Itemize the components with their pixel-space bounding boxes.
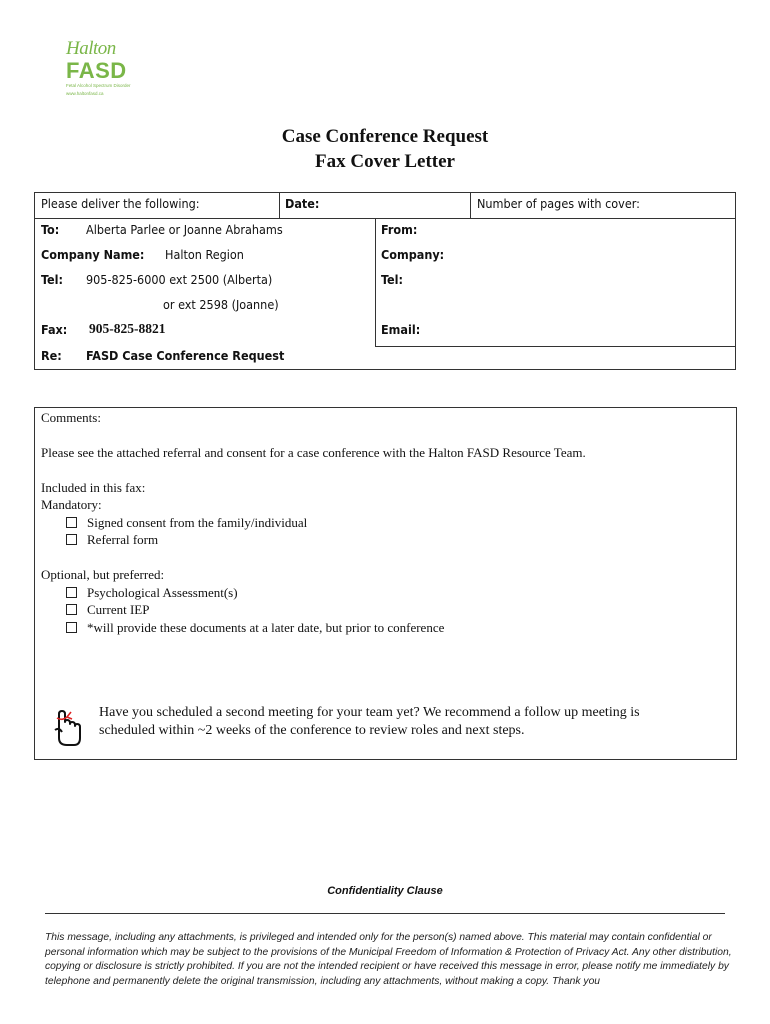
optional-item: [66, 602, 149, 618]
company-value: Halton Region: [165, 247, 244, 262]
halton-fasd-logo: [60, 38, 140, 102]
checkbox-label: Referral form: [87, 532, 159, 547]
mandatory-item: [66, 515, 307, 531]
date-label: Date:: [285, 196, 320, 211]
logo-word: FASD: [66, 58, 127, 83]
pages-label: Number of pages with cover:: [477, 196, 640, 211]
optional-item: [66, 620, 444, 636]
page-subtitle: Fax Cover Letter: [315, 151, 455, 172]
fax-value: 905-825-8821: [89, 321, 166, 336]
comments-label: Comments:: [41, 410, 101, 425]
checkbox[interactable]: [66, 587, 77, 598]
from-label: From:: [381, 222, 418, 237]
checkbox-label: Signed consent from the family/individual: [87, 515, 308, 530]
checkbox-label: Current IEP: [87, 602, 150, 617]
confidentiality-title: Confidentiality Clause: [327, 885, 443, 897]
from-company-label: Company:: [381, 247, 445, 262]
comments-intro: Please see the attached referral and consent for a case conference with the Halton FASD Resource Team.: [41, 445, 586, 460]
included-label: Included in this fax:: [41, 480, 146, 495]
tel-label: Tel:: [41, 272, 63, 287]
to-label: To:: [41, 222, 60, 237]
logo-tagline: Fetal Alcohol Spectrum Disorder: [66, 83, 131, 88]
row-divider: [35, 218, 735, 219]
comments-box: [34, 407, 737, 760]
col-divider: [470, 193, 471, 218]
checkbox-label: *will provide these documents at a later date, but prior to conference: [87, 620, 445, 635]
from-section-bottom: [375, 346, 735, 347]
reminder-finger-icon: [50, 708, 86, 748]
re-value: FASD Case Conference Request: [86, 348, 285, 363]
mandatory-item: [66, 532, 158, 548]
tel-value: 905-825-6000 ext 2500 (Alberta): [86, 272, 273, 287]
col-divider: [279, 193, 280, 218]
col-divider: [375, 218, 376, 346]
checkbox[interactable]: [66, 622, 77, 633]
reminder-line-2: scheduled within ~2 weeks of the conference to review roles and next steps.: [99, 723, 525, 738]
checkbox[interactable]: [66, 604, 77, 615]
confidentiality-divider: [45, 913, 725, 914]
page-title: Case Conference Request: [281, 126, 489, 147]
logo-url: www.haltonfasd.ca: [66, 91, 104, 96]
optional-item: [66, 585, 238, 601]
tel-value-alt: or ext 2598 (Joanne): [163, 297, 279, 312]
mandatory-label: Mandatory:: [41, 497, 102, 512]
optional-label: Optional, but preferred:: [41, 567, 165, 582]
confidentiality-body: This message, including any attachments, is privileged and intended only for the person(s) named above. This material may contain confidential or personal information which may be subject to the provisions of the Municipal Freedom of Information & Protection of Privacy Act. Any other distribution, copying or disclosure is strictly prohibited. If you are not the intended recipient or have received this message in error, please notify me immediately by telephone and permanently delete the original transmission, including any attachments, without making a copy. Thank you: [45, 932, 732, 987]
deliver-label: Please deliver the following:: [41, 196, 200, 211]
company-label: Company Name:: [41, 247, 145, 262]
reminder-line-1: Have you scheduled a second meeting for your team yet? We recommend a follow up meeting is: [99, 705, 640, 720]
fax-header-table: [34, 192, 736, 370]
to-value: Alberta Parlee or Joanne Abrahams: [86, 222, 283, 237]
from-tel-label: Tel:: [381, 272, 403, 287]
checkbox-label: Psychological Assessment(s): [87, 585, 238, 600]
logo-script: Halton: [66, 38, 116, 59]
from-email-label: Email:: [381, 322, 421, 337]
checkbox[interactable]: [66, 534, 77, 545]
re-label: Re:: [41, 348, 62, 363]
fax-label: Fax:: [41, 322, 68, 337]
checkbox[interactable]: [66, 517, 77, 528]
